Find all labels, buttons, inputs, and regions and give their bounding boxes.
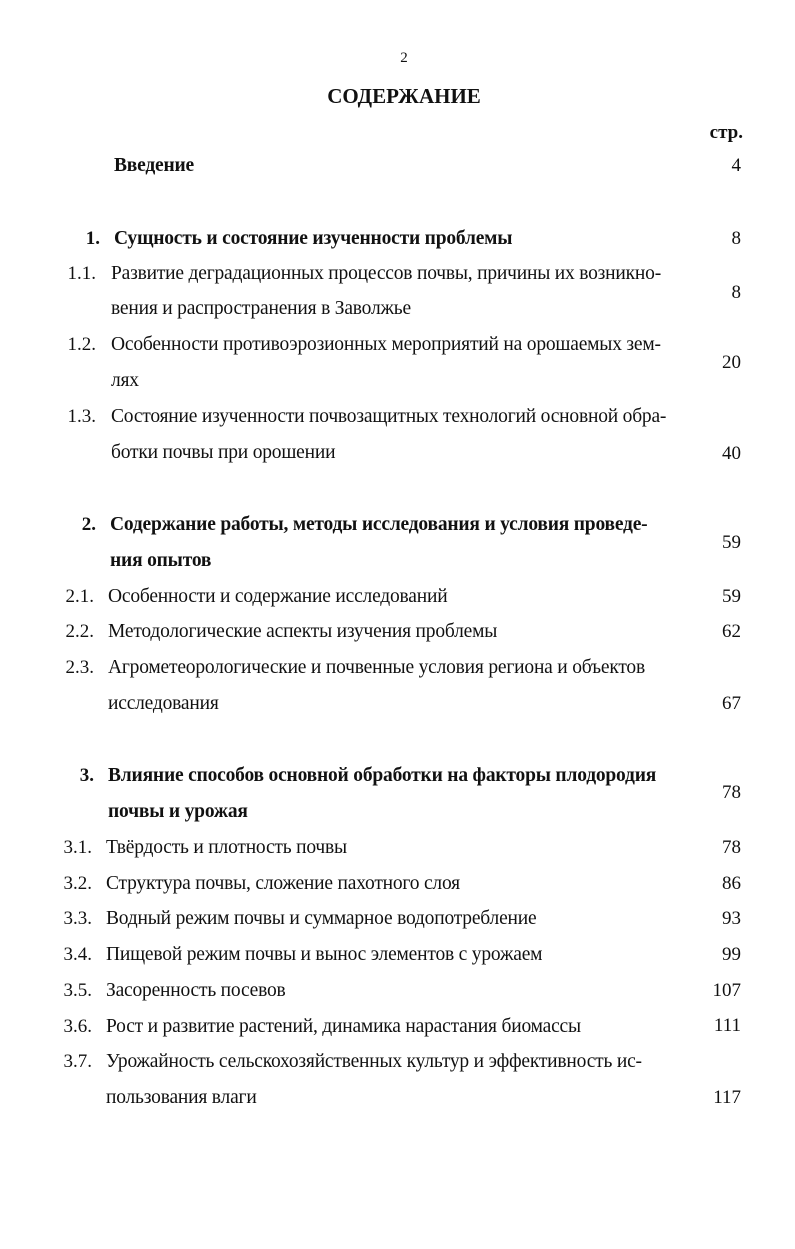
toc-entry-page: 59	[722, 586, 741, 607]
toc-entry-title: Влияние способов основной обработки на факторы плодородия	[108, 765, 657, 786]
toc-entry-page: 8	[731, 282, 741, 303]
toc-entry-title: Твёрдость и плотность почвы	[106, 837, 347, 858]
toc-entry-title: почвы и урожая	[108, 801, 248, 822]
toc-entry-page: 93	[722, 908, 741, 929]
toc-entry-number: 2.2.	[65, 621, 94, 642]
toc-entry-page: 59	[722, 532, 741, 553]
toc-entry-title: пользования влаги	[106, 1087, 257, 1108]
toc-entry-title: лях	[111, 370, 139, 391]
toc-entry-title: Рост и развитие растений, динамика нарастания биомассы	[106, 1016, 581, 1037]
toc-entry-title: ния опытов	[110, 550, 212, 571]
toc-entry-number: 3.5.	[63, 980, 92, 1001]
page-column-header: стр.	[709, 122, 743, 143]
toc-entry-page: 20	[722, 352, 741, 373]
toc-entry-number: 3.4.	[63, 944, 92, 965]
toc-entry-page: 62	[722, 621, 741, 642]
toc-entry-number: 3.	[79, 765, 94, 786]
toc-entry-page: 67	[722, 693, 741, 714]
toc-entry-title: исследования	[108, 693, 219, 714]
toc-entry-number: 3.2.	[63, 873, 92, 894]
toc-entry-title: Водный режим почвы и суммарное водопотребление	[106, 908, 537, 929]
toc-entry-title: Особенности и содержание исследований	[108, 586, 448, 607]
toc-entry-number: 3.6.	[63, 1016, 92, 1037]
toc-entry-title: Структура почвы, сложение пахотного слоя	[106, 873, 460, 894]
toc-entry-number: 3.1.	[63, 837, 92, 858]
toc-entry-number: 3.7.	[63, 1051, 92, 1072]
toc-entry-title: Методологические аспекты изучения проблемы	[108, 621, 498, 642]
toc-entry-page: 40	[722, 443, 741, 464]
toc-entry-page: 8	[731, 228, 741, 249]
toc-entry-page: 99	[722, 944, 741, 965]
toc-entry-page: 78	[722, 782, 741, 803]
toc-entry-title: ботки почвы при орошении	[111, 442, 336, 463]
toc-entry-title: Содержание работы, методы исследования и условия проведе-	[110, 514, 648, 535]
toc-entry-title: вения и распространения в Заволжье	[111, 298, 411, 319]
toc-entry-number: 1.1.	[67, 263, 96, 284]
toc-entry-number: 1.2.	[67, 334, 96, 355]
toc-entry-title: Пищевой режим почвы и вынос элементов с урожаем	[106, 944, 543, 965]
toc-entry-page: 107	[712, 980, 741, 1001]
toc-entry-title: Агрометеорологические и почвенные условия региона и объектов	[108, 657, 645, 678]
toc-entry-page: 117	[713, 1087, 741, 1108]
toc-entry-number: 2.3.	[65, 657, 94, 678]
toc-entry-number: 1.	[85, 228, 100, 249]
toc-entry-number: 3.3.	[63, 908, 92, 929]
toc-entry-number: 2.1.	[65, 586, 94, 607]
toc-entry-title: Сущность и состояние изученности проблемы	[114, 228, 513, 249]
toc-entry-number: 2.	[81, 514, 96, 535]
toc-entry-page: 111	[713, 1015, 741, 1036]
page-title: СОДЕРЖАНИЕ	[327, 84, 481, 108]
toc-entry-number: 1.3.	[67, 406, 96, 427]
toc-entry-title: Развитие деградационных процессов почвы, причины их возникно-	[111, 263, 661, 284]
page-number: 2	[400, 50, 408, 66]
toc-entry-page: 78	[722, 837, 741, 858]
toc-entry-title: Урожайность сельскохозяйственных культур и эффективность ис-	[106, 1051, 642, 1072]
toc-entry-title: Засоренность посевов	[106, 980, 286, 1001]
toc-intro-page: 4	[731, 155, 741, 176]
toc-intro-label: Введение	[114, 155, 194, 176]
toc-entry-title: Особенности противоэрозионных мероприятий на орошаемых зем-	[111, 334, 661, 355]
toc-entry-page: 86	[722, 873, 741, 894]
toc-entry-title: Состояние изученности почвозащитных технологий основной обра-	[111, 406, 667, 427]
